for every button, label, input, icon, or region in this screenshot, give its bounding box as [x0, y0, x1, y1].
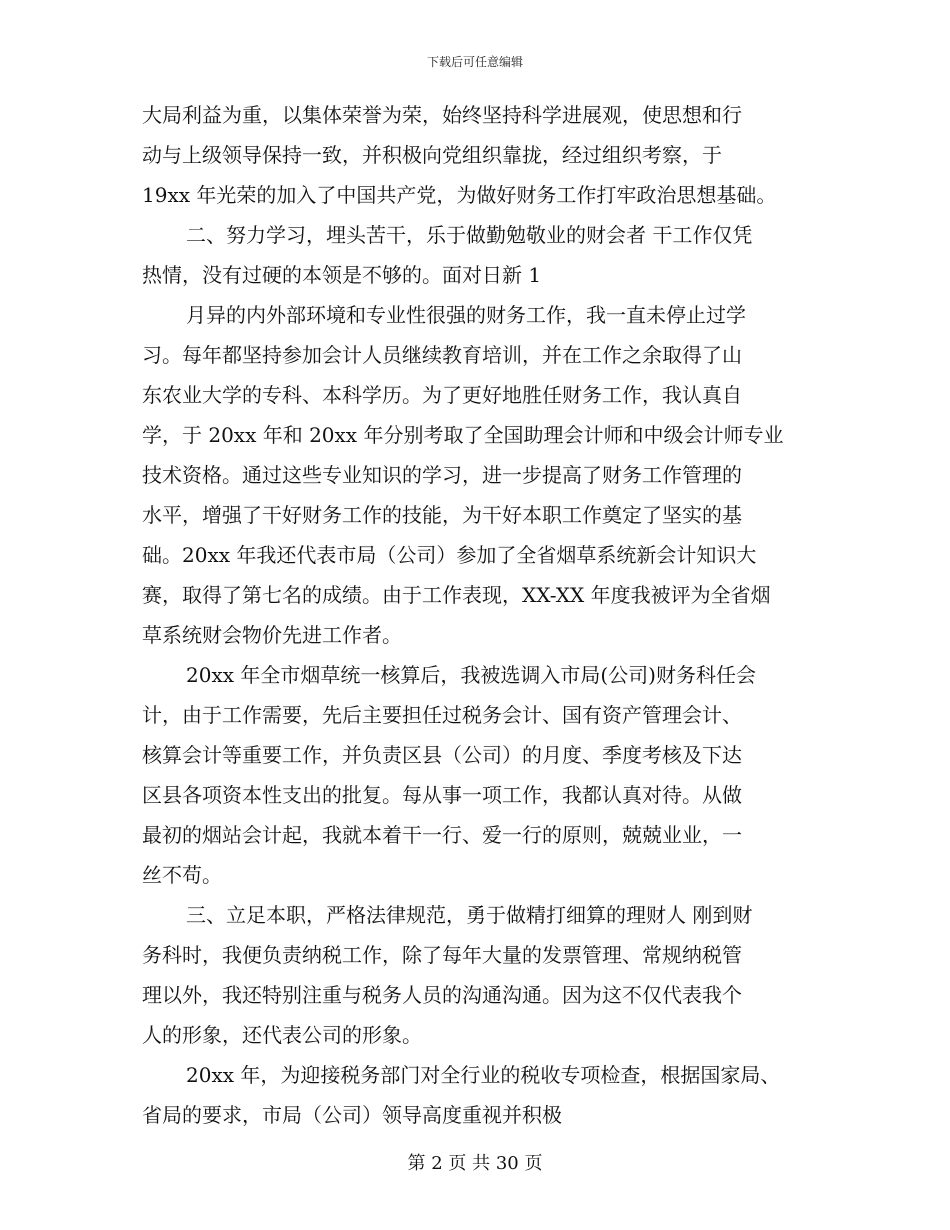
body-line: 础。20xx 年我还代表市局（公司）参加了全省烟草系统新会计知识大	[142, 543, 757, 567]
section-heading-line: 二、努力学习，埋头苦干，乐于做勤勉敬业的财会者 干工作仅凭	[186, 223, 753, 247]
body-line: 月异的内外部环境和专业性很强的财务工作，我一直未停止过学	[186, 303, 746, 327]
section-heading-line: 三、立足本职，严格法律规范，勇于做精打细算的理财人 刚到财	[186, 903, 753, 927]
body-line: 热情，没有过硬的本领是不够的。面对日新 1	[142, 263, 542, 287]
body-line: 理以外，我还特别注重与税务人员的沟通沟通。因为这不仅代表我个	[142, 983, 742, 1007]
body-line: 习。每年都坚持参加会计人员继续教育培训，并在工作之余取得了山	[142, 343, 742, 367]
body-line: 学，于 20xx 年和 20xx 年分别考取了全国助理会计师和中级会计师专业	[142, 423, 784, 447]
body-line: 赛，取得了第七名的成绩。由于工作表现，XX-XX 年度我被评为全省烟	[142, 583, 771, 607]
body-line: 动与上级领导保持一致，并积极向党组织靠拢，经过组织考察，于	[142, 143, 722, 167]
body-line: 核算会计等重要工作，并负责区县（公司）的月度、季度考核及下达	[142, 743, 742, 767]
body-line: 技术资格。通过这些专业知识的学习，进一步提高了财务工作管理的	[142, 463, 742, 487]
document-body	[142, 95, 822, 1135]
body-line: 务科时，我便负责纳税工作，除了每年大量的发票管理、常规纳税管	[142, 943, 742, 967]
body-line: 省局的要求，市局（公司）领导高度重视并积极	[142, 1103, 562, 1127]
body-line: 丝不苟。	[142, 863, 222, 887]
body-line: 大局利益为重，以集体荣誉为荣，始终坚持科学进展观，使思想和行	[142, 103, 742, 127]
body-line: 草系统财会物价先进工作者。	[142, 623, 402, 647]
body-line: 19xx 年光荣的加入了中国共产党，为做好财务工作打牢政治思想基础。	[142, 183, 777, 207]
body-line: 计，由于工作需要，先后主要担任过税务会计、国有资产管理会计、	[142, 703, 742, 727]
body-line: 人的形象，还代表公司的形象。	[142, 1023, 422, 1047]
body-line: 东农业大学的专科、本科学历。为了更好地胜任财务工作，我认真自	[142, 383, 742, 407]
page-header: 下载后可任意编辑	[426, 55, 523, 69]
body-line: 最初的烟站会计起，我就本着干一行、爱一行的原则，兢兢业业，一	[142, 823, 742, 847]
body-line: 20xx 年全市烟草统一核算后，我被选调入市局(公司)财务科任会	[186, 663, 756, 687]
body-line: 20xx 年，为迎接税务部门对全行业的税收专项检查，根据国家局、	[186, 1063, 781, 1087]
page-footer: 第 2 页 共 30 页	[407, 1153, 543, 1174]
body-line: 区县各项资本性支出的批复。每从事一项工作，我都认真对待。从做	[142, 783, 742, 807]
body-line: 水平，增强了干好财务工作的技能，为干好本职工作奠定了坚实的基	[142, 503, 742, 527]
